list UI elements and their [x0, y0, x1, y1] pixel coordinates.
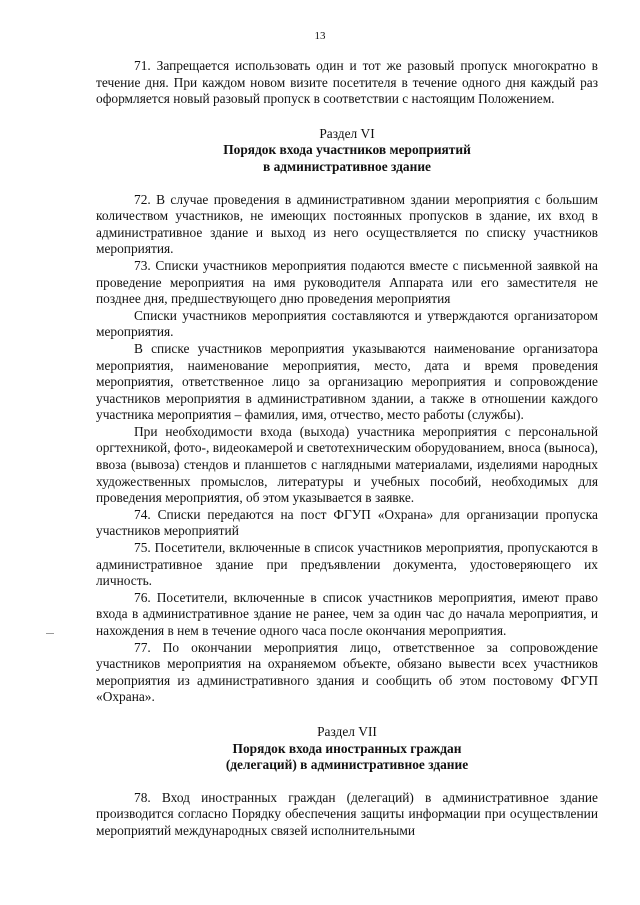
section-7-title-line1: Порядок входа иностранных граждан: [232, 740, 462, 756]
paragraph-73: 73. Списки участников мероприятия подаются вместе с письменной заявкой на проведение мероприятия на имя руководителя Аппарата или его заместителя не позднее дня, предшествующего дню проведения мероприятия: [96, 257, 598, 307]
margin-mark: [46, 633, 54, 634]
paragraph-73-contents: В списке участников мероприятия указываются наименование организатора мероприятия, наименование мероприятия, место, дата и время проведения мероприятия, ответственное лицо за организацию мероприятия и сопровождение участников мероприятия в административном здании, а также в отношении каждого участника мероприятия – фамилия, имя, отчество, место работы (службы).: [96, 340, 598, 423]
section-6-title-line1: Порядок входа участников мероприятий: [223, 142, 471, 158]
paragraph-73-lists: Списки участников мероприятия составляются и утверждаются организатором мероприятия.: [96, 307, 598, 340]
paragraph-78: 78. Вход иностранных граждан (делегаций) в административное здание производится согласно Порядку обеспечения защиты информации при осуществлении мероприятий международных связей исполнительными: [96, 789, 598, 838]
paragraph-71: 71. Запрещается использовать один и тот же разовый пропуск многократно в течение дня. При каждом новом визите посетителя в течение одного дня каждый раз оформляется новый разовый пропуск в соответствии с настоящим Положением.: [96, 58, 598, 107]
section-7-title-line2: (делегаций) в административное здание: [225, 757, 469, 773]
section-7: [96, 724, 598, 774]
section-6: [96, 126, 598, 176]
document-body: [96, 58, 598, 840]
paragraph-72: 72. В случае проведения в административном здании мероприятия с большим количеством участников, не имеющих постоянных пропусков в здание, их вход в административное здание и выход из него осуществляется по списку участников мероприятия.: [96, 191, 598, 257]
paragraph-76: 76. Посетители, включенные в список участников мероприятия, имеют право входа в административное здание не ранее, чем за один час до начала мероприятия, и нахождения в нем в течение одного часа после окончания мероприятия.: [96, 589, 598, 638]
paragraph-77: 77. По окончании мероприятия лицо, ответственное за сопровождение участников мероприятия на охраняемом объекте, обязано вывести всех участников мероприятия из административного здания и сообщить об этом постовому ФГУП «Охрана».: [96, 639, 598, 705]
paragraph-75: 75. Посетители, включенные в список участников мероприятия, пропускаются в административное здание при предъявлении документа, удостоверяющего их личность.: [96, 540, 598, 589]
section-6-title-line2: в административное здание: [262, 158, 431, 174]
section-6-label: Раздел VI: [319, 125, 375, 141]
section-7-label: Раздел VII: [317, 723, 377, 739]
page-number: 13: [314, 30, 326, 42]
paragraph-73-equipment: При необходимости входа (выхода) участника мероприятия с персональной оргтехникой, фото-, видеокамерой и светотехническим оборудованием, вноса (выноса), ввоза (вывоза) стендов и планшетов с наглядными материалами, изделиями народных художественных промыслов, литературы и учебных пособий, необходимых для проведения мероприятия, об этом указывается в заявке.: [96, 423, 598, 506]
paragraph-74: 74. Списки передаются на пост ФГУП «Охрана» для организации пропуска участников мероприятий: [96, 506, 598, 539]
